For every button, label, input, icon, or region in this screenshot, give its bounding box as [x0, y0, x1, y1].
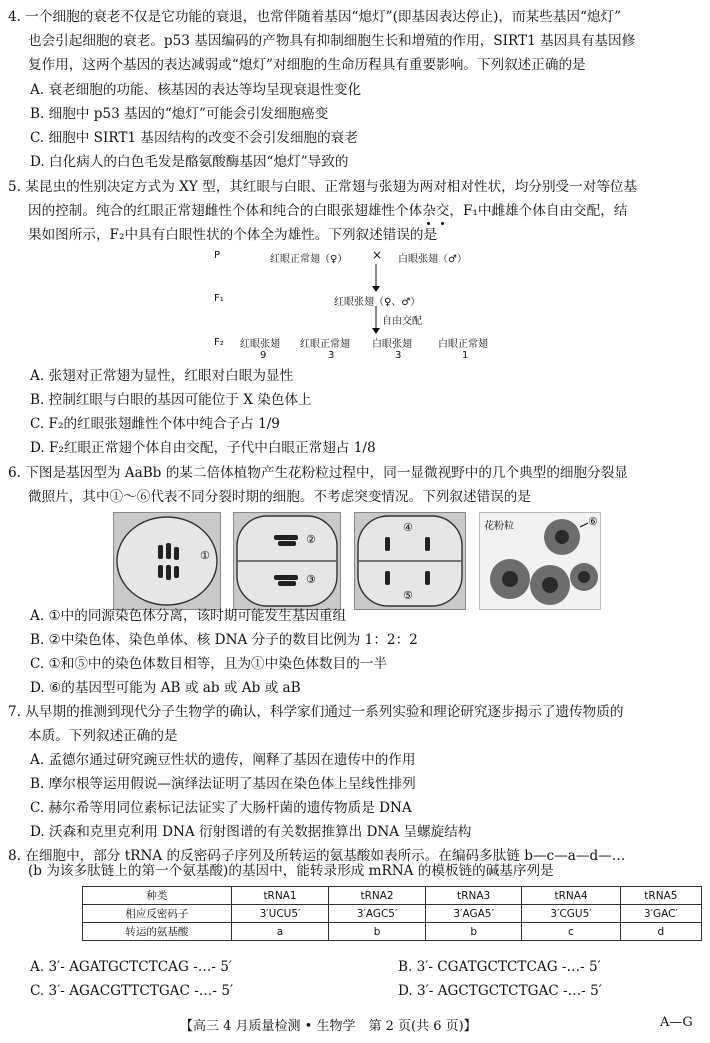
f2-ratio: 1 [462, 350, 469, 361]
q8-option-c: C. 3′- AGACGTTCTGAC -…- 5′ [30, 983, 234, 999]
q5-stem-line: 因的控制。纯合的红眼正常翅雌性个体和纯合的白眼张翅雄性个体杂交，F₁中雌雄个体自由交配，结 [28, 203, 628, 219]
table-cell: 3′AGA5′ [425, 905, 521, 923]
table-cell: 3′UCU5′ [231, 905, 328, 923]
q7-stem-line: 7. 从早期的推测到现代分子生物学的确认，科学家们通过一系列实验和理论研究逐步揭示了遗传物质的 [8, 704, 624, 720]
cells-2-3-drawing [234, 513, 340, 609]
q4-option-c: C. 细胞中 SIRT1 基因结构的改变不会引发细胞的衰老 [30, 130, 358, 146]
p-label: P [214, 250, 221, 261]
label-cell-5: ⑤ [403, 589, 413, 602]
table-cell: 3′CGU5′ [522, 905, 620, 923]
q5-option-c: C. F₂的红眼张翅雌性个体中纯合子占 1/9 [30, 416, 280, 432]
table-cell: d [620, 923, 701, 941]
f1-phenotype: 红眼张翅（♀、♂） [334, 297, 421, 308]
q6-option-d: D. ⑥的基因型可能为 AB 或 ab 或 Ab 或 aB [30, 680, 301, 696]
p-male: 白眼张翅（♂） [398, 254, 467, 265]
q4-stem-line: 4. 一个细胞的衰老不仅是它功能的衰退，也常伴随着基因“熄灯”(即基因表达停止)，而某些基因“熄灯” [8, 9, 622, 25]
trna-table [82, 886, 702, 941]
f2-phenotype: 白眼张翅 [372, 339, 412, 350]
table-cell: 3′AGC5′ [329, 905, 426, 923]
q8-option-a: A. 3′- AGATGCTCTCAG -…- 5′ [30, 959, 232, 975]
q4-option-a: A. 衰老细胞的功能、核基因的表达等均呈现衰退性变化 [30, 82, 362, 98]
q5-stem-line: 果如图所示，F₂中具有白眼性状的个体全为雄性。下列叙述错误的是 [28, 227, 438, 243]
table-row [83, 905, 702, 923]
f2-phenotype: 红眼正常翅 [300, 339, 350, 350]
q6-stem-line: 6. 下图是基因型为 AaBb 的某二倍体植物产生花粉粒过程中，同一显微视野中的几个典型的细胞分裂显 [8, 465, 628, 481]
self-cross-label: 自由交配 [382, 316, 422, 327]
table-header-cell: tRNA1 [231, 887, 328, 905]
q5-option-a: A. 张翅对正常翅为显性，红眼对白眼为显性 [30, 368, 294, 384]
q7-stem-line: 本质。下列叙述正确的是 [28, 728, 178, 744]
q5-option-b: B. 控制红眼与白眼的基因可能位于 X 染色体上 [30, 392, 312, 408]
f2-ratio: 3 [395, 350, 402, 361]
label-cell-3: ③ [306, 573, 316, 586]
q7-option-c: C. 赫尔希等用同位素标记法证实了大肠杆菌的遗传物质是 DNA [30, 800, 412, 816]
f1-label: F₁ [214, 293, 224, 304]
q8-stem-line: (b 为该多肽链上的第一个氨基酸)的基因中，能转录形成 mRNA 的模板链的碱基序列是 [28, 863, 554, 879]
table-header-cell: tRNA4 [522, 887, 620, 905]
f2-ratio: 3 [328, 350, 335, 361]
label-pollen: 花粉粒 [484, 521, 514, 532]
micrograph-cell-1 [113, 512, 221, 610]
q7-option-a: A. 孟德尔通过研究豌豆性状的遗传，阐释了基因在遗传中的作用 [30, 752, 416, 768]
f2-phenotype: 白眼正常翅 [438, 339, 488, 350]
f2-ratio: 9 [260, 350, 267, 361]
micrograph-pollen [479, 512, 601, 610]
q4-stem-line: 复作用，这两个基因的表达减弱或“熄灯”对细胞的生命历程具有重要影响。下列叙述正确的是 [28, 57, 586, 73]
table-row [83, 887, 702, 905]
table-header-cell: tRNA2 [329, 887, 426, 905]
q6-option-c: C. ①和⑤中的染色体数目相等，且为①中染色体数目的一半 [30, 656, 387, 672]
q8-option-b: B. 3′- CGATGCTCTCAG -…- 5′ [398, 959, 601, 975]
table-header-cell: 种类 [83, 887, 232, 905]
q6-option-b: B. ②中染色体、染色单体、核 DNA 分子的数目比例为 1：2：2 [30, 632, 418, 648]
table-cell: 转运的氨基酸 [83, 923, 232, 941]
cross-symbol: × [372, 248, 383, 262]
q7-option-d: D. 沃森和克里克利用 DNA 衍射图谱的有关数据推算出 DNA 呈螺旋结构 [30, 824, 472, 840]
table-row [83, 923, 702, 941]
micrograph-cells-4-5 [354, 512, 466, 610]
q4-option-b: B. 细胞中 p53 基因的“熄灯”可能会引发细胞癌变 [30, 106, 329, 122]
page-footer-code: A—G [660, 1015, 693, 1030]
table-cell: 3′GAC′ [620, 905, 701, 923]
q8-stem-line: 8. 在细胞中，部分 tRNA 的反密码子序列及所转运的氨基酸如表所示。在编码多肽链 b—c—a—d—… [8, 848, 626, 864]
label-cell-1: ① [200, 549, 210, 562]
q5-stem-line: 5. 某昆虫的性别决定方式为 XY 型，其红眼与白眼、正常翅与张翅为两对相对性状，均分别受一对等位基 [8, 179, 638, 195]
label-cell-6: ⑥ [588, 515, 598, 528]
label-cell-2: ② [306, 533, 316, 546]
table-header-cell: tRNA3 [425, 887, 521, 905]
page-footer-title: 【高三 4 月质量检测 • 生物学 第 2 页(共 6 页)】 [180, 1019, 477, 1034]
table-cell: c [522, 923, 620, 941]
q5-option-d: D. F₂红眼正常翅个体自由交配，子代中白眼正常翅占 1/8 [30, 440, 376, 456]
f2-phenotype: 红眼张翅 [240, 339, 280, 350]
table-cell: b [329, 923, 426, 941]
q7-option-b: B. 摩尔根等运用假说—演绎法证明了基因在染色体上呈线性排列 [30, 776, 416, 792]
table-cell: a [231, 923, 328, 941]
q4-stem-line: 也会引起细胞的衰老。p53 基因编码的产物具有抑制细胞生长和增殖的作用，SIRT1 基因具有基因修 [28, 33, 636, 49]
f2-label: F₂ [214, 337, 224, 348]
q4-option-d: D. 白化病人的白色毛发是酪氨酸酶基因“熄灯”导致的 [30, 154, 349, 170]
table-cell: 相应反密码子 [83, 905, 232, 923]
table-header-cell: tRNA5 [620, 887, 701, 905]
q6-option-a: A. ①中的同源染色体分离，该时期可能发生基因重组 [30, 608, 347, 624]
q6-stem-line: 微照片，其中①～⑥代表不同分裂时期的细胞。不考虑突变情况。下列叙述错误的是 [28, 489, 531, 505]
table-cell: b [425, 923, 521, 941]
q8-option-d: D. 3′- AGCTGCTCTGAC -…- 5′ [398, 983, 602, 999]
label-cell-4: ④ [403, 521, 413, 534]
p-female: 红眼正常翅（♀） [270, 254, 348, 265]
micrograph-cells-2-3 [233, 512, 341, 610]
